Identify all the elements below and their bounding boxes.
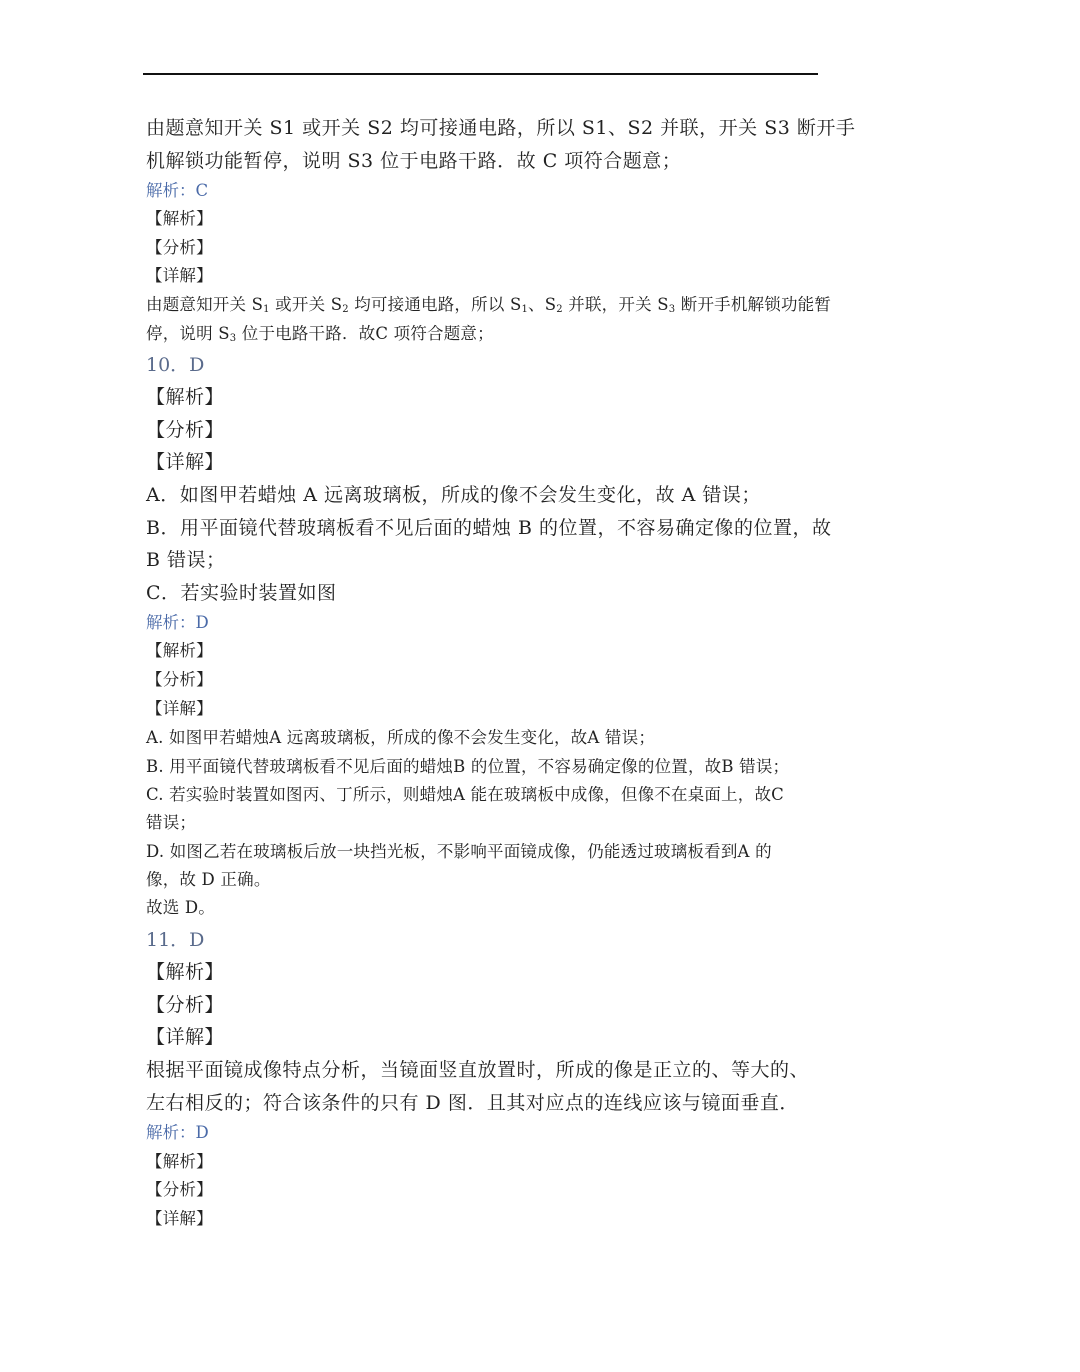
section-xiangjie: 【详解】 (146, 451, 225, 473)
section-xiangjie: 【详解】 (146, 266, 213, 285)
header-rule (143, 73, 818, 75)
detail-option-c-line-2: 错误； (146, 813, 197, 832)
section-jiexi: 【解析】 (146, 961, 225, 983)
section-fenxi: 【分析】 (146, 994, 225, 1016)
section-fenxi: 【分析】 (146, 238, 213, 257)
option-b-text-line-2: B 错误； (146, 549, 226, 571)
answer-label: 解析：D (146, 613, 209, 632)
section-fenxi: 【分析】 (146, 670, 213, 689)
answer-label: 解析：C (146, 181, 209, 200)
section-jiexi: 【解析】 (146, 209, 213, 228)
detail-option-a: A. 如图甲若蜡烛A 远离玻璃板，所成的像不会发生变化，故A 错误； (146, 728, 656, 747)
detail-text-line-2: 左右相反的；符合该条件的只有 D 图．且其对应点的连线应该与镜面垂直． (146, 1092, 799, 1114)
detail-text-line-2: 停，说明 $S_3$ 位于电路干路．故C 项符合题意； (146, 324, 494, 344)
question-11-number: 11．D (146, 929, 205, 951)
question-10-number: 10．D (146, 354, 205, 376)
option-c-text: C．若实验时装置如图 (146, 582, 337, 604)
intro-text-line-2: 机解锁功能暂停，说明 S3 位于电路干路．故 C 项符合题意； (146, 150, 682, 172)
answer-label: 解析：D (146, 1123, 209, 1142)
section-jiexi: 【解析】 (146, 641, 213, 660)
detail-text-line-1: 由题意知开关 $S_1$ 或开关 $S_2$ 均可接通电路，所以 $S_1$、$S_2$ 并联，开关 $S_3$ 断开手机解锁功能暂 (146, 295, 832, 315)
section-fenxi: 【分析】 (146, 419, 225, 441)
section-xiangjie: 【详解】 (146, 1026, 225, 1048)
intro-text-line-1: 由题意知开关 S1 或开关 S2 均可接通电路，所以 S1、S2 并联，开关 S3 断开手 (146, 117, 856, 139)
detail-text-line-1: 根据平面镜成像特点分析，当镜面竖直放置时，所成的像是正立的、等大的、 (146, 1059, 810, 1081)
section-jiexi: 【解析】 (146, 1152, 213, 1171)
detail-option-d-line-1: D. 如图乙若在玻璃板后放一块挡光板，不影响平面镜成像，仍能透过玻璃板看到A 的 (146, 842, 772, 861)
final-choice: 故选 D。 (146, 898, 215, 917)
section-fenxi: 【分析】 (146, 1180, 213, 1199)
detail-option-c-line-1: C. 若实验时装置如图丙、丁所示，则蜡烛A 能在玻璃板中成像，但像不在桌面上，故C (146, 785, 785, 804)
detail-option-d-line-2: 像，故 D 正确。 (146, 870, 271, 889)
section-xiangjie: 【详解】 (146, 699, 213, 718)
section-xiangjie: 【详解】 (146, 1209, 213, 1228)
section-jiexi: 【解析】 (146, 386, 225, 408)
option-a-text: A．如图甲若蜡烛 A 远离玻璃板，所成的像不会发生变化，故 A 错误； (146, 484, 761, 506)
detail-option-b: B. 用平面镜代替玻璃板看不见后面的蜡烛B 的位置，不容易确定像的位置，故B 错误； (146, 757, 790, 776)
option-b-text-line-1: B．用平面镜代替玻璃板看不见后面的蜡烛 B 的位置，不容易确定像的位置，故 (146, 517, 832, 539)
